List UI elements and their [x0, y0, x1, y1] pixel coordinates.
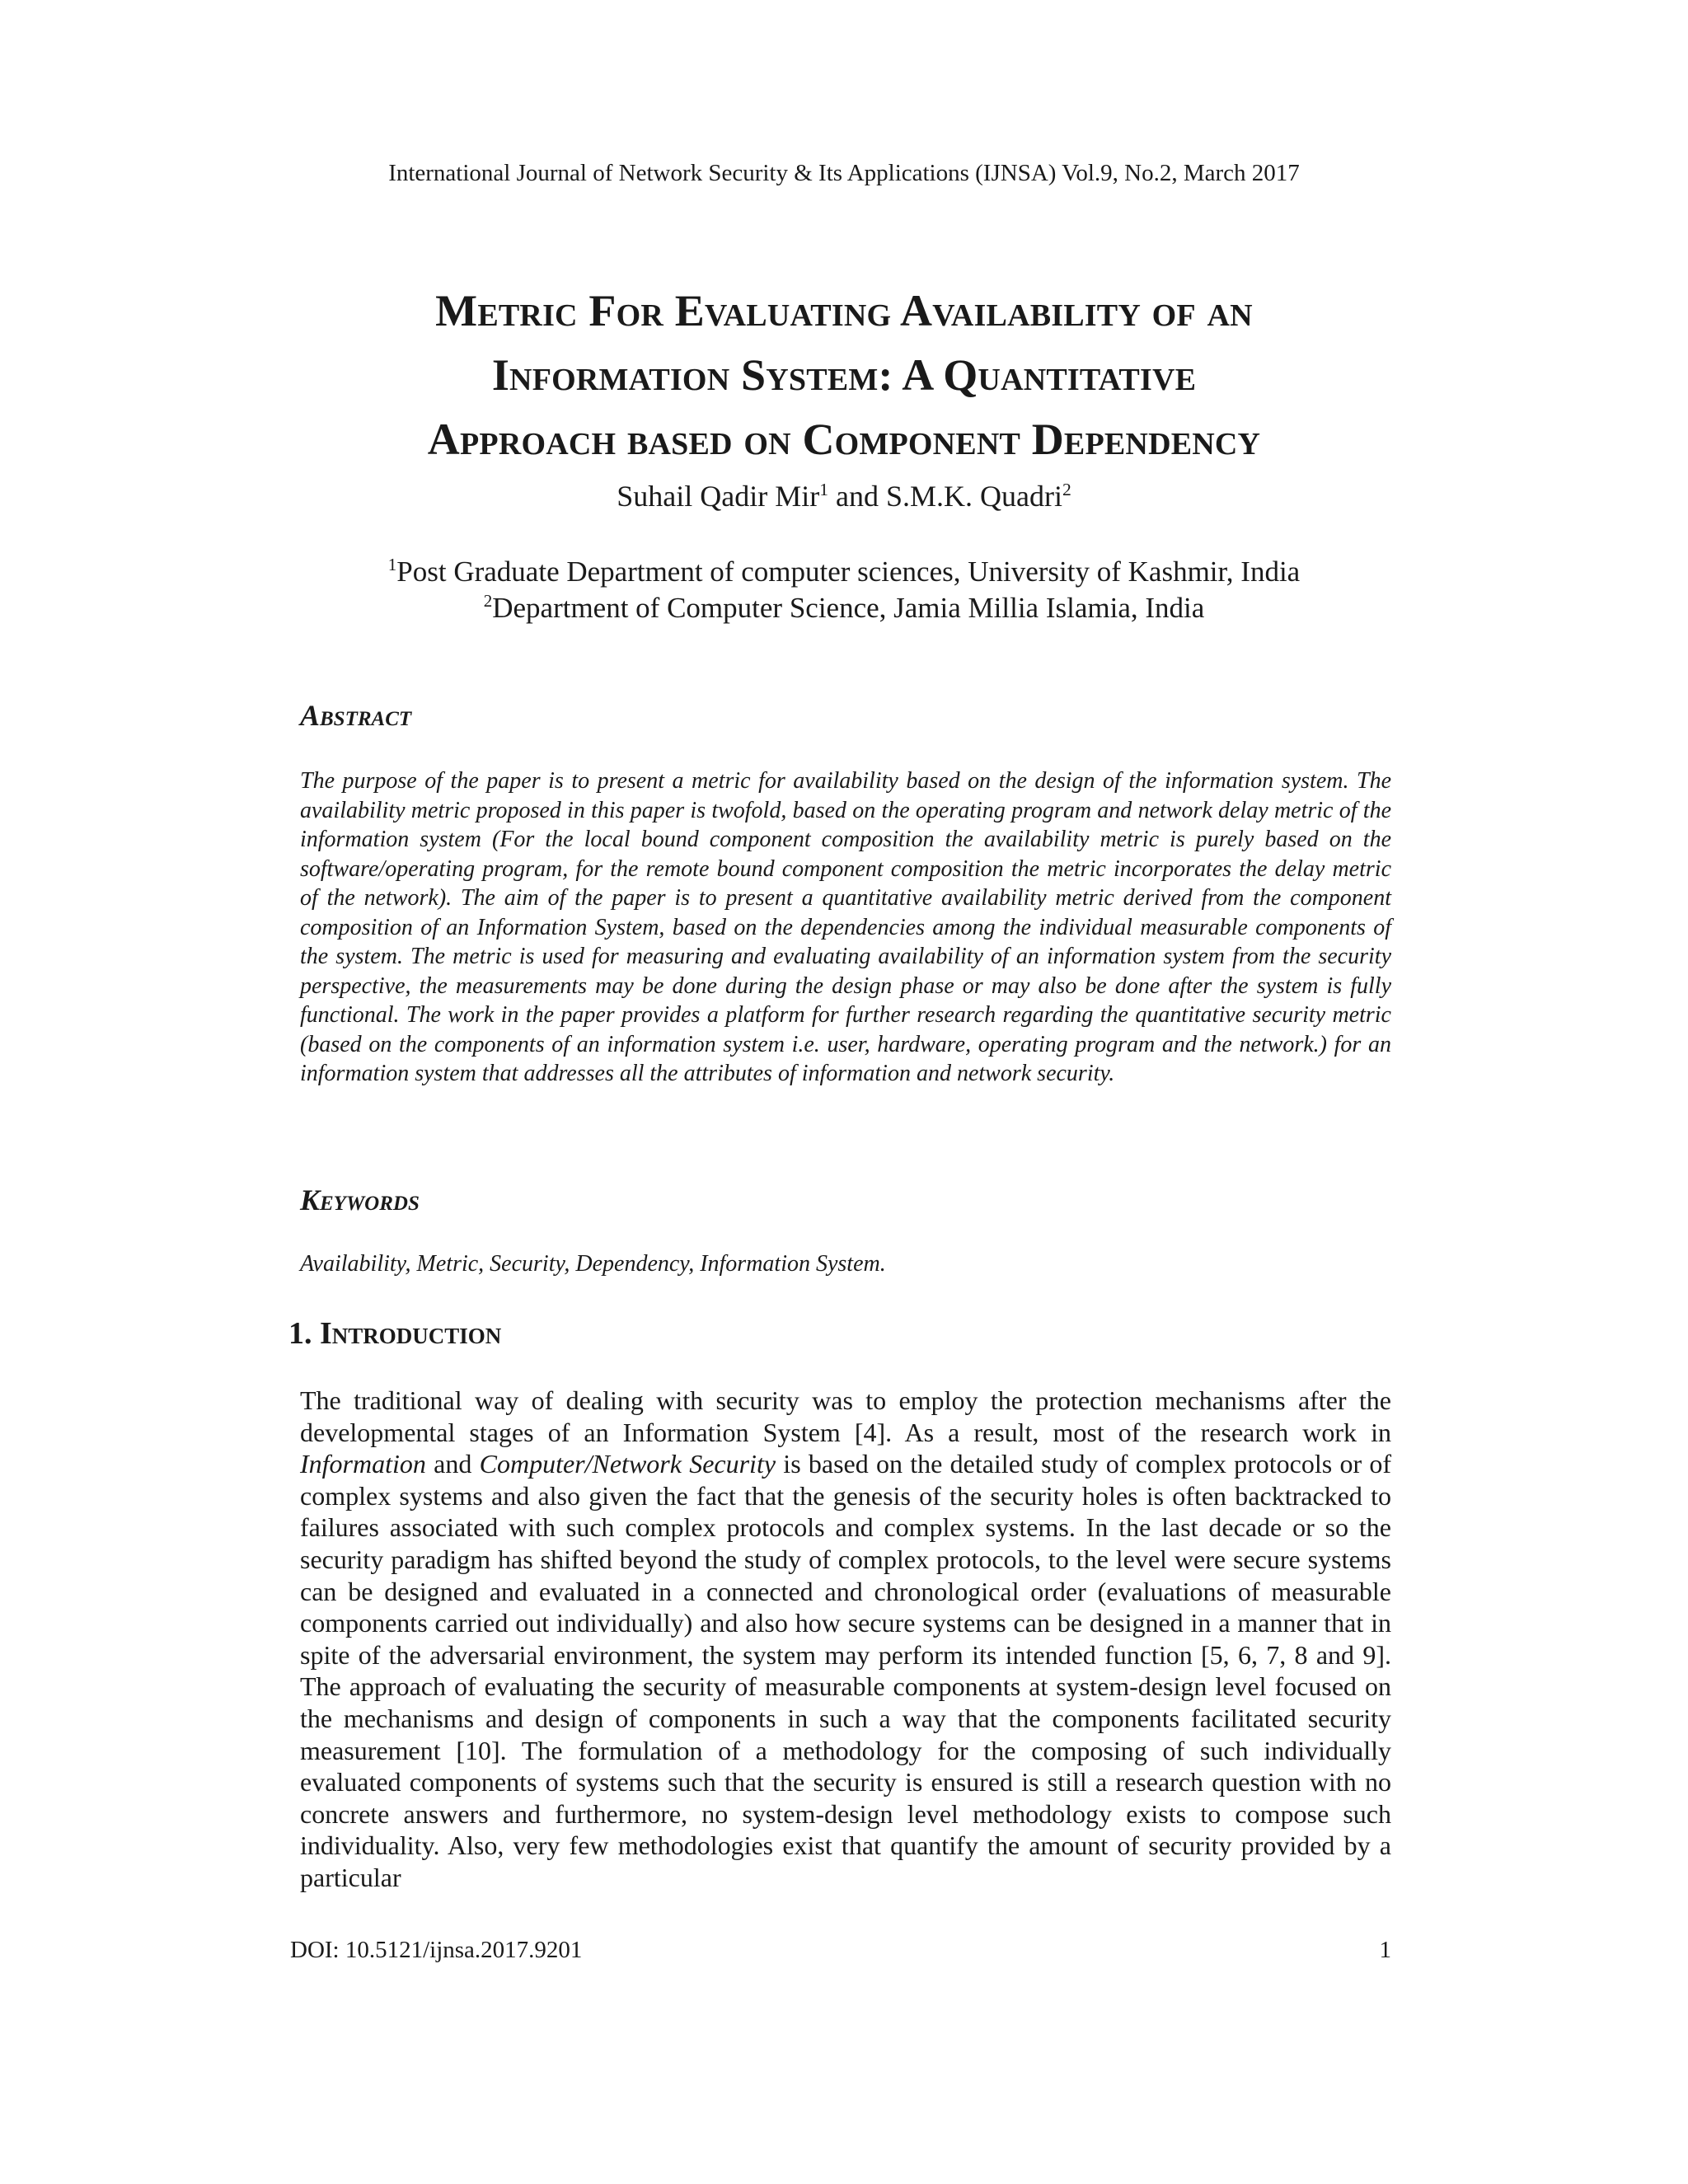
affiliations	[0, 554, 1688, 626]
intro-emphasis-information: Information	[300, 1449, 426, 1479]
affiliation-1	[0, 554, 1688, 590]
title-line-1: Metric For Evaluating Availability of an	[435, 286, 1253, 335]
affiliation-1-text: Post Graduate Department of computer sciences, University of Kashmir, India	[396, 555, 1301, 588]
abstract-heading: Abstract	[300, 699, 412, 732]
affiliation-2-text: Department of Computer Science, Jamia Millia Islamia, India	[492, 592, 1205, 624]
intro-text-part-3: is based on the detailed study of complex protocols or of complex systems and also given the fact that the genesis of the security holes is often backtracked to failures associated with such complex protocols and complex systems. In the last decade or so the security paradigm has shifted beyond the study of complex protocols, to the level were secure systems can be designed and evaluated in a connected and chronological order (evaluations of measurable components carried out individually) and also how secure systems can be designed in a manner that in spite of the adversarial environment, the system may perform its intended function [5, 6, 7, 8 and 9]. The approach of evaluating the security of measurable components at system-design level focused on the mechanisms and design of components in such a way that the components facilitated security measurement [10]. The formulation of a methodology for the composing of such individually evaluated components of systems such that the security is ensured is still a research question with no concrete answers and furthermore, no system-design level methodology exists to compose such individuality. Also, very few methodologies exist that quantify the amount of security provided by a particular	[300, 1449, 1392, 1892]
author-list	[0, 478, 1688, 514]
affiliation-2-mark: 2	[483, 591, 493, 612]
page-number: 1	[1379, 1937, 1391, 1963]
title-line-2: Information System: A Quantitative	[491, 350, 1197, 400]
author-1-affil-mark: 1	[819, 480, 828, 500]
author-2: S.M.K. Quadri	[885, 480, 1062, 513]
intro-text-part-2: and	[425, 1449, 480, 1479]
author-2-affil-mark: 2	[1062, 480, 1071, 500]
author-1: Suhail Qadir Mir	[617, 480, 820, 513]
introduction-heading: 1. Introduction	[288, 1316, 502, 1351]
intro-text-part-1: The traditional way of dealing with security was to employ the protection mechanisms after the developmental stages of an Information System [4]. As a result, most of the research work in	[300, 1385, 1391, 1447]
introduction-paragraph	[300, 1385, 1391, 1894]
footer-doi: DOI: 10.5121/ijnsa.2017.9201	[290, 1937, 583, 1963]
affiliation-1-mark: 1	[387, 555, 397, 575]
keywords-heading: Keywords	[300, 1183, 420, 1216]
title-line-3: Approach based on Component Dependency	[427, 415, 1261, 464]
author-join: and	[828, 480, 886, 513]
running-header: International Journal of Network Security & Its Applications (IJNSA) Vol.9, No.2, March 2017	[388, 160, 1300, 186]
abstract-text: The purpose of the paper is to present a metric for availability based on the design of the information system. The availability metric proposed in this paper is twofold, based on the operating program and network delay metric of the information system (For the local bound component composition the availability metric is purely based on the software/operating program, for the remote bound component composition the metric incorporates the delay metric of the network). The aim of the paper is to present a quantitative availability metric derived from the component composition of an Information System, based on the dependencies among the individual measurable components of the system. The metric is used for measuring and evaluating availability of an information system from the security perspective, the measurements may be done during the design phase or may also be done after the system is fully functional. The work in the paper provides a platform for further research regarding the quantitative security metric (based on the components of an information system i.e. user, hardware, operating program and the network.) for an information system that addresses all the attributes of information and network security.	[300, 768, 1391, 1086]
intro-emphasis-network-security: Computer/Network Security	[479, 1449, 776, 1479]
paper-title	[206, 279, 1482, 471]
keywords-text: Availability, Metric, Security, Dependency, Information System.	[300, 1251, 886, 1277]
affiliation-2	[0, 590, 1688, 626]
